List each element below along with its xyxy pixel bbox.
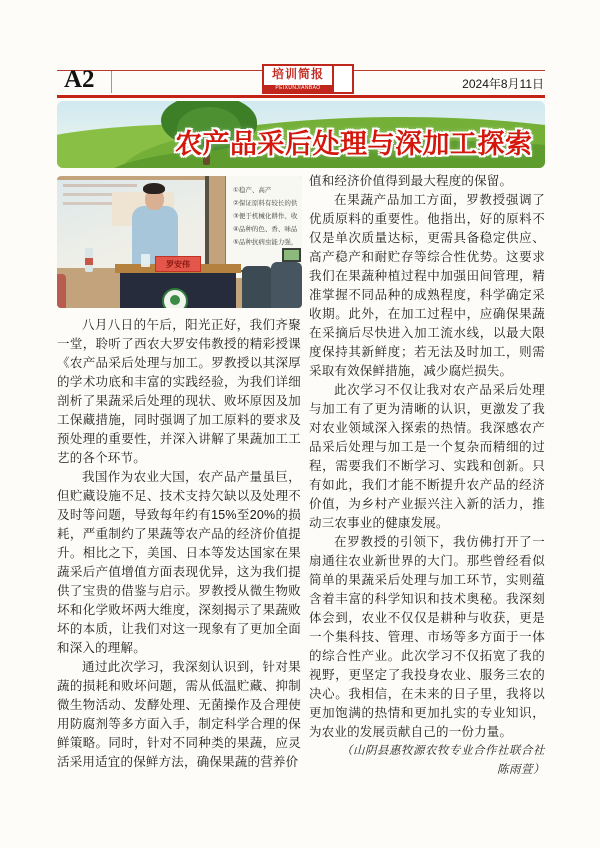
monitor-screen [282,248,301,262]
name-card: 罗安伟 [155,256,201,272]
article-left-column [57,316,301,772]
lecture-photo [57,176,302,308]
paragraph: 通过此次学习，我深刻认识到，针对果蔬的损耗和败坏问题，需从低温贮藏、抑制微生物活动、发酵处理、无菌操作及合理使用防腐剂等多方面入手，制定科学合理的保鲜策略。同时，针对不同种类的果蔬，应灵活采用适宜的保鲜方法，确保果蔬的营养价 [57,660,301,769]
issue-date: 2024年8月11日 [462,77,544,91]
slide-text [233,184,302,249]
page-number: A2 [64,66,95,93]
red-chair [57,274,66,308]
slide-line: ⑤品种抗病虫能力强， [233,239,298,246]
masthead-logo [262,64,354,94]
header-divider [111,71,112,93]
header-bottom-rule [57,95,545,98]
article-signature: （山阴县惠牧源农牧专业合作社联合社 陈雨萱） [341,745,545,776]
paragraph: 值和经济价值得到最大程度的保留。 [309,174,513,188]
glass-cup [141,254,150,267]
slide-line: ②保证原料有较长的供 [233,200,298,207]
masthead-subtitle: PEIXUNJIANBAO [275,85,321,91]
bottle-label [85,258,93,265]
speaker-hair [143,183,165,194]
masthead-left [264,66,332,92]
paragraph: 在罗教授的引领下，我仿佛打开了一扇通往农业新世界的大门。那些曾经看似简单的果蔬采后处理与加工环节，实则蕴含着丰富的科学知识和技术奥秘。我深刻体会到，农业不仅仅是耕种与收获，更是一个集科技、管理、市场等多方面于一体的综合性产业。此次学习不仅拓宽了我的视野，更坚定了我投身农业、服务三农的决心。我相信，在未来的日子里，我将以更加饱满的热情和更加扎实的专业知识，为农业的发展贡献自己的一份力量。 [309,535,545,739]
screen-text-line [63,184,137,187]
article-title: 农产品采后处理与深加工探索 [175,129,533,159]
chair [242,266,272,308]
paragraph: 八月八日的午后，阳光正好，我们齐聚一堂，聆听了西农大罗安伟教授的精彩授课《农产品采后处理与加工。罗教授以其深厚的学术功底和丰富的实践经验，为我们详细剖析了果蔬采后处理的现状、败坏原因及加工保藏措施，同时强调了加工原料的要求及预处理的重要性，并深入讲解了果蔬加工工艺的各个环节。 [57,318,301,465]
paragraph: 在果蔬产品加工方面，罗教授强调了优质原料的重要性。他指出，好的原料不仅是单次质量达标，更需具备稳定供应、高产稳产和耐贮存等综合性优势。这要求我们在果蔬种植过程中加强田间管理，精准掌握不同品种的成熟程度，科学确定采收期。此外，在加工过程中，应确保果蔬在采摘后尽快进入加工流水线，以最大限度保持其新鲜度；若无法及时加工，则需采取有效保鲜措施，减少腐烂损失。 [309,193,545,378]
paragraph: 此次学习不仅让我对农产品采后处理与加工有了更为清晰的认识，更激发了我对农业领域深入探索的热情。我深感农产品采后处理与加工是一个复杂而精细的过程，需要我们不断学习、实践和创新。只有如此，我们才能不断提升农产品的经济价值，为乡村产业振兴注入新的活力，推动三农事业的健康发展。 [309,383,545,530]
paragraph: 我国作为农业大国，农产品产量虽巨，但贮藏设施不足、技术支持欠缺以及处理不及时等问题，导致每年约有15%至20%的损耗，严重制约了果蔬等农产品的经济价值提升。相比之下，美国、日本等发达国家在果蔬采后产值增值方面表现优异，这为我们提供了宝贵的借鉴与启示。罗教授从微生物败坏和化学败坏两大维度，深刻揭示了果蔬败坏的本质，让我们对这一现象有了更加全面和深入的理解。 [57,470,301,655]
screen-frame [205,176,209,272]
emblem-mark [170,295,180,305]
slide-line: ①稳产、高产 [233,187,272,194]
slide-line: ④品种的色、香、味品 [233,226,298,233]
masthead-title: 培训简报 [264,66,332,85]
masthead-white-box [334,66,352,92]
slide-line: ③便于机械化耕作、收 [233,213,298,220]
article-right-column [309,172,545,780]
chair [271,262,302,308]
article-banner [57,101,545,168]
